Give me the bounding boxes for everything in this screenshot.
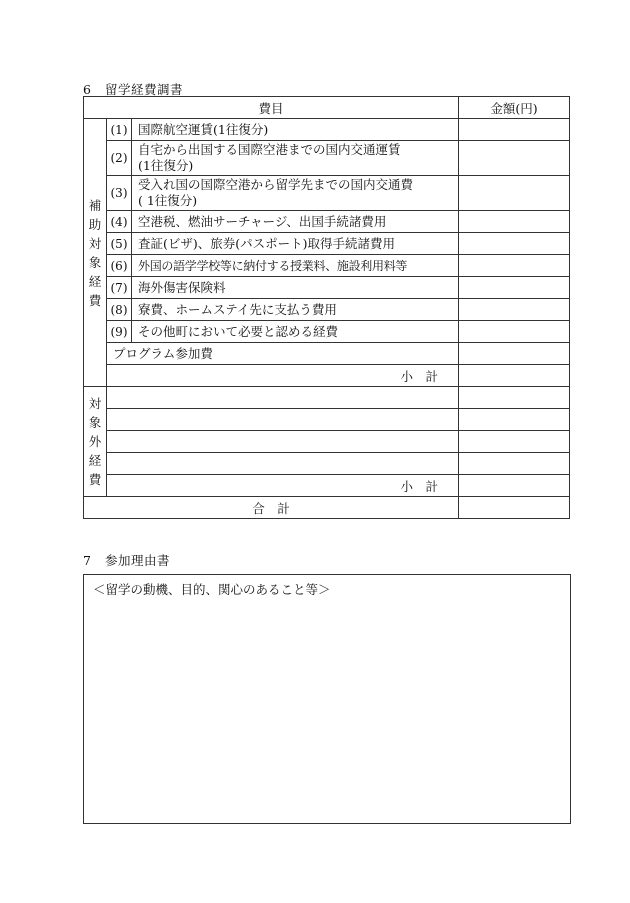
reason-textbox[interactable] — [83, 574, 571, 824]
amount-cell[interactable] — [459, 255, 570, 277]
item-number: (9) — [107, 321, 132, 343]
item-text: 外国の語学学校等に納付する授業料、施設利用料等 — [132, 255, 459, 277]
table-row — [84, 211, 570, 233]
item-text: 受入れ国の国際空港から留学先までの国内交通費 ( 1往復分) — [132, 176, 459, 211]
section-6-number: 6 — [83, 82, 92, 97]
header-item: 費目 — [84, 97, 459, 119]
item-cell[interactable] — [107, 431, 459, 453]
non-subsidy-subtotal-row — [84, 475, 570, 497]
item-cell[interactable] — [107, 387, 459, 409]
table-row — [84, 119, 570, 141]
table-header-row — [84, 97, 570, 119]
item-text: 海外傷害保険料 — [132, 277, 459, 299]
amount-cell[interactable] — [459, 211, 570, 233]
amount-cell[interactable] — [459, 141, 570, 176]
item-cell[interactable] — [107, 453, 459, 475]
section-7-label: 参加理由書 — [105, 553, 171, 568]
section-7-number: 7 — [83, 553, 92, 568]
amount-cell[interactable] — [459, 299, 570, 321]
item-number: (6) — [107, 255, 132, 277]
amount-cell[interactable] — [459, 475, 570, 497]
subsidy-subtotal-row — [84, 365, 570, 387]
item-number: (7) — [107, 277, 132, 299]
table-row — [84, 409, 570, 431]
table-row — [84, 255, 570, 277]
table-row — [84, 387, 570, 409]
item-cell[interactable] — [107, 409, 459, 431]
amount-cell[interactable] — [459, 431, 570, 453]
section-7-title — [83, 551, 170, 569]
subsidy-group-label: 補 助 対 象 経 費 — [84, 119, 107, 387]
table-row — [84, 141, 570, 176]
table-row — [84, 176, 570, 211]
item-text: その他町において必要と認める経費 — [132, 321, 459, 343]
total-label: 合 計 — [84, 497, 459, 519]
item-text: 国際航空運賃(1往復分) — [132, 119, 459, 141]
header-amount: 金額(円) — [459, 97, 570, 119]
amount-cell[interactable] — [459, 321, 570, 343]
expense-table — [83, 96, 570, 519]
amount-cell[interactable] — [459, 176, 570, 211]
table-row — [84, 233, 570, 255]
item-text: 査証(ビザ)、旅券(パスポート)取得手続諸費用 — [132, 233, 459, 255]
table-row — [84, 299, 570, 321]
section-6-label: 留学経費調書 — [105, 82, 184, 97]
reason-hint: ＜留学の動機、目的、関心のあること等＞ — [93, 582, 331, 597]
non-subsidy-group-label: 対 象 外 経 費 — [84, 387, 107, 497]
amount-cell[interactable] — [459, 365, 570, 387]
table-row — [84, 343, 570, 365]
item-number: (2) — [107, 141, 132, 176]
amount-cell[interactable] — [459, 119, 570, 141]
amount-cell[interactable] — [459, 387, 570, 409]
program-fee-label: プログラム参加費 — [107, 343, 459, 365]
item-text: 自宅から出国する国際空港までの国内交通運賃 (1往復分) — [132, 141, 459, 176]
total-row — [84, 497, 570, 519]
subtotal-label: 小 計 — [107, 365, 459, 387]
table-row — [84, 277, 570, 299]
item-number: (1) — [107, 119, 132, 141]
item-text: 空港税、燃油サーチャージ、出国手続諸費用 — [132, 211, 459, 233]
item-number: (5) — [107, 233, 132, 255]
amount-cell[interactable] — [459, 343, 570, 365]
amount-cell[interactable] — [459, 409, 570, 431]
item-number: (3) — [107, 176, 132, 211]
item-text: 寮費、ホームステイ先に支払う費用 — [132, 299, 459, 321]
amount-cell[interactable] — [459, 233, 570, 255]
amount-cell[interactable] — [459, 453, 570, 475]
item-number: (4) — [107, 211, 132, 233]
table-row — [84, 431, 570, 453]
total-amount-cell[interactable] — [459, 497, 570, 519]
item-number: (8) — [107, 299, 132, 321]
table-row — [84, 321, 570, 343]
table-row — [84, 453, 570, 475]
amount-cell[interactable] — [459, 277, 570, 299]
subtotal-label: 小 計 — [107, 475, 459, 497]
